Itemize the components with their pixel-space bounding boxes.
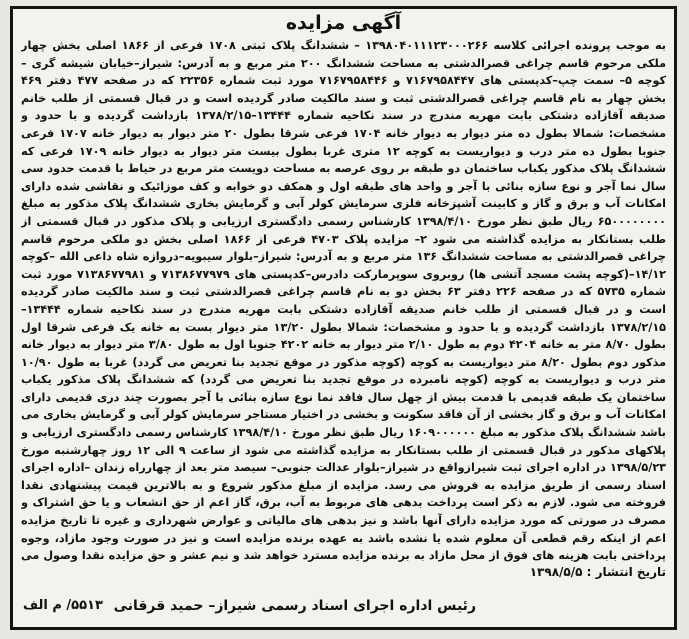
publish-date-line [21, 563, 666, 581]
publish-date-label: تاریخ انتشار : [586, 565, 666, 579]
notice-body: به موجب پرونده اجرائی کلاسه ۱۳۹۸۰۴۰۱۱۱۲۳۰۰۰۲۶۶ – ششدانگ پلاک ثبتی ۱۷۰۸ فرعی از ۱۸۶۶ اصلی بخش چهار ملکی مرحوم قاسم چراغی قصرالدشتی به مساحت ششدانگ ۲۰۰ متر مربع و به آدرس: شیراز–خیابان شیشه گری –کوچه ۵– سمت چپ–کدپستی های ۷۱۶۷۹۵۸۴۴۷ و ۷۱۶۷۹۵۸۴۴۶ مورد ثبت شماره ۲۲۳۵۶ که در صفحه ۴۷۷ دفتر ۴۶۹ بخش چهار به نام قاسم چراغی قصرالدشتی ثبت و سند مالکیت صادر گردیده است و در قبال قسمتی از طلب خانم صدیقه آقازاده دشتکی بابت مهریه مندرج در سند نکاحیه شماره ۱۳۴۴۴–۱۳۷۸/۲/۱۵ بازداشت گردیده و با حدود و مشخصات: شمالا بطول ده متر دیوار به دیوار خانه ۱۷۰۴ فرعی شرقا بطول ۲۰ متر دیوار به دیوار خانه ۱۷۰۷ فرعی جنوبا بطول ده متر درب و دیواریست به کوچه ۱۲ متری غربا بطول بیست متر دیوار به دیوار خانه ۱۷۰۹ فرعی که ششدانگ پلاک مذکور یکباب ساختمان دو طبقه بر روی عرصه به مساحت دویست متر مربع در حیاط با قدمت حدود سی سال نما آجر و نوع سازه بنائی با آجر و واحد های طبقه اول و همکف دو خوابه و کف موزائیک و نقاشی شده دارای امکانات آب و برق و گاز و کابینت آشپزخانه فلزی سرمایش کولر آبی و گرمایش بخاری ششدانگ پلاک مذکور به مبلغ ۶۵۰۰۰۰۰۰۰۰ ریال طبق نظر مورخ ۱۳۹۸/۴/۱۰ کارشناس رسمی دادگستری ارزیابی و پلاک مذکور در قبال قسمتی از طلب بستانکار به مزایده گذاشته می شود ۲– مزایده پلاک ۴۷۰۳ فرعی از ۱۸۶۶ اصلی بخش دو ملکی مرحوم قاسم چراغی قصرالدشتی به مساحت ششدانگ ۱۳۶ متر مربع و به آدرس: شیراز–بلوار سیبویه–دروازه شاه داعی الله –کوچه ۱۴/۱۲–(کوچه پشت مسجد آتشی ها) روبروی سوپرمارکت دادرس–کدپستی های ۷۱۳۸۶۷۷۹۷۹ و ۷۱۳۸۶۷۷۹۸۱ مورد ثبت شماره ۵۷۳۵ که در صفحه ۲۲۶ دفتر ۶۳ بخش دو به نام قاسم چراغی قصرالدشتی ثبت و سند مالکیت صادر گردیده است و در قبال قسمتی از طلب خانم صدیقه آقازاده دشتکی بابت مهریه مندرج در سند نکاحیه شماره ۱۳۴۴۴–۱۳۷۸/۲/۱۵ بازداشت گردیده و با حدود و مشخصات: شمالا بطول ۱۳/۲۰ متر دیوار بست به خانه یک فرعی شرقا اول بطول ۸/۷۰ متر به خانه ۴۲۰۴ دوم به طول ۲/۱۰ متر دیوار به خانه ۴۲۰۲ جنوبا اول به طول ۳/۸۰ متر دیوار به دیوار خانه مذکور دوم بطول ۸/۲۰ متر دیواریست به کوچه (کوچه مذکور در موقع تجدید بنا تعریض می گردد) غربا به طول ۱۰/۹۰ متر درب و دیواریست به کوچه (کوچه نامبرده در موقع تجدید بنا تعریض می گردد) که ششدانگ پلاک مذکور یکباب ساختمان یک طبقه قدیمی با قدمت بیش از چهل سال فاقد نما نوع سازه بنائی با آجر بصورت چند دری قدیمی دارای امکانات آب و برق و گاز بخشی از آن فاقد سکونت و بخشی در اختیار مستاجر سرمایش کولر آبی و گرمایش بخاری می باشد ششدانگ پلاک مذکور به مبلغ ۱۶۰۹۰۰۰۰۰۰ ریال طبق نظر مورخ ۱۳۹۸/۴/۱۰ کارشناس رسمی دادگستری ارزیابی و پلاکهای مذکور در قبال قسمتی از طلب بستانکار به مزایده گذاشته می شود از ساعت ۹ الی ۱۲ روز چهارشنبه مورخ ۱۳۹۸/۵/۲۳ در اداره اجرای ثبت شیرازواقع در شیراز–بلوار عدالت جنوبی– سیصد متر بعد از چهارراه زندان –اداره اجرای اسناد رسمی از طریق مزایده به فروش می رسد. مزایده از مبلغ مذکور شروع و به بالاترین قیمت پیشنهادی نقدا فروخته می شود. لازم به ذکر است پرداخت بدهی های مربوط به آب، برق، گاز اعم از حق انشعاب و یا حق اشتراک و مصرف در صورتی که مورد مزایده دارای آنها باشد و نیز بدهی های مالیاتی و عوارض شهرداری و غیره تا تاریخ مزایده اعم از اینکه رقم قطعی آن معلوم شده یا نشده باشد به عهده برنده مزایده است و نیز در صورت وجود مازاد، وجوه پرداختی بابت هزینه های فوق از محل مازاد به برنده مزایده مسترد خواهد شد و نیم عشر و حق مزایده نقدا وصول می [21, 39, 666, 563]
notice-title: آگهی مزایده [285, 12, 402, 34]
notice-footer [21, 595, 666, 621]
signature: رئیس اداره اجرای اسناد رسمی شیراز– حمید قرقانی [113, 598, 476, 614]
auction-notice [10, 6, 677, 630]
notice-code: ۵۵۱۳/ م الف [23, 598, 103, 613]
publish-date-value: ۱۳۹۸/۵/۵ [529, 565, 583, 579]
